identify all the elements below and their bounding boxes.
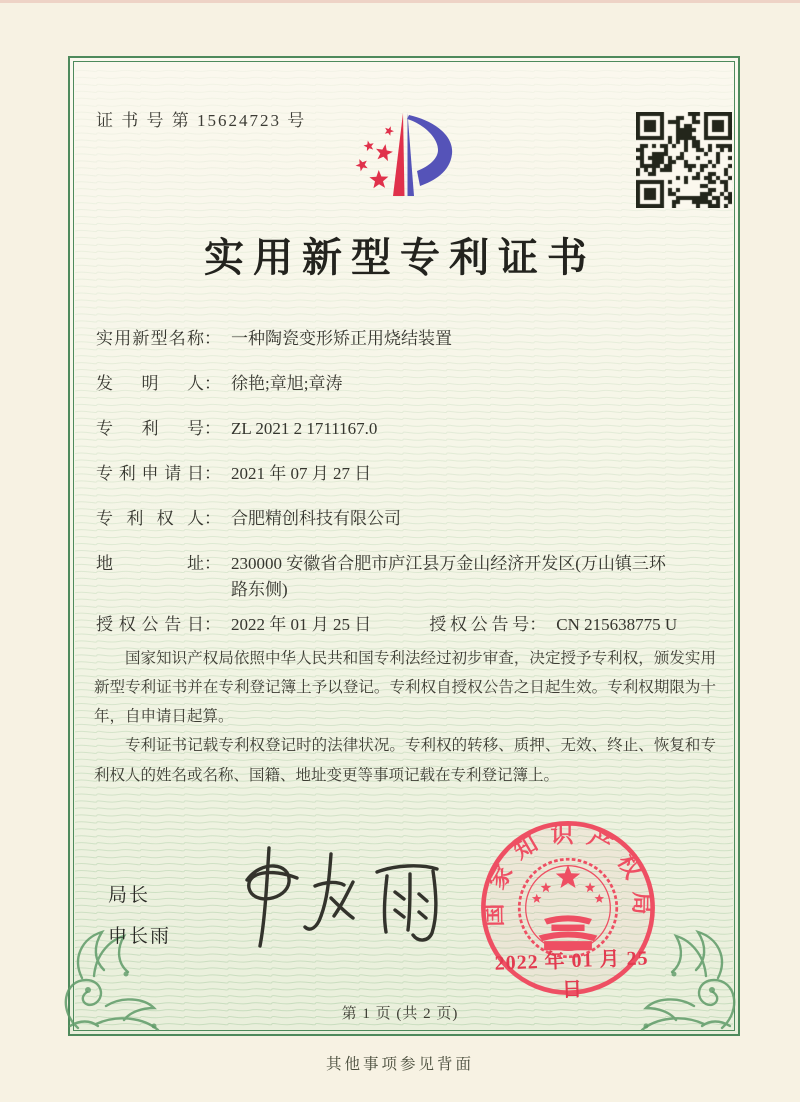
grant-number-label: 授权公告号	[429, 615, 530, 634]
field-colon: ：	[204, 509, 221, 528]
field-label: 专利权人	[96, 509, 204, 528]
grant-row	[96, 612, 696, 638]
page-number: 第 1 页 (共 2 页)	[341, 1006, 459, 1022]
field-value: 合肥精创科技有限公司	[231, 509, 401, 528]
field-row-patentee	[96, 506, 696, 532]
field-value: ZL 2021 2 1711167.0	[231, 419, 378, 438]
seal-date: 2022 年 01 月 25 日	[494, 947, 649, 1002]
grant-date-value: 2022 年 01 月 25 日	[231, 615, 372, 634]
grant-number-value: CN 215638775 U	[556, 615, 678, 634]
field-row-filing-date	[96, 461, 696, 487]
field-row-inventors	[96, 371, 696, 397]
field-value: 一种陶瓷变形矫正用烧结装置	[231, 329, 452, 348]
field-row-name	[96, 326, 696, 352]
field-colon: ：	[204, 554, 221, 573]
field-colon: ：	[204, 329, 221, 348]
seal-text: 国家知识产权局	[481, 821, 655, 927]
director-signature	[205, 840, 465, 960]
field-colon: ：	[204, 374, 221, 393]
certificate-title: 实用新型专利证书	[204, 235, 596, 280]
signer-name: 申长雨	[108, 926, 172, 947]
field-list	[96, 326, 696, 638]
field-value: 徐艳;章旭;章涛	[231, 374, 343, 393]
back-side-note: 其他事项参见背面	[325, 1056, 474, 1073]
field-value: 230000 安徽省合肥市庐江县万金山经济开发区(万山镇三环路东侧)	[231, 554, 666, 599]
logo-blue-p-bowl	[407, 115, 452, 186]
field-colon: ：	[204, 615, 221, 634]
field-colon: ：	[204, 419, 221, 438]
field-value: 2021 年 07 月 27 日	[231, 464, 372, 483]
field-label: 地址	[96, 554, 204, 573]
field-label: 实用新型名称	[96, 329, 204, 348]
qr-code	[636, 112, 732, 208]
field-row-address	[96, 551, 696, 603]
legal-paragraph-2: 专利证书记载专利权登记时的法律状况。专利权的转移、质押、无效、终止、恢复和专利权人的姓名或名称、国籍、地址变更等事项记载在专利登记簿上。	[94, 737, 716, 784]
field-colon: ：	[204, 464, 221, 483]
field-label: 发明人	[96, 374, 204, 393]
legal-text	[94, 644, 716, 790]
logo-blue-wedge	[408, 113, 415, 196]
field-row-patent-number	[96, 416, 696, 442]
cnipa-logo	[334, 108, 484, 218]
grant-date-label: 授权公告日	[96, 615, 204, 634]
certificate-number: 证 书 号 第 15624723 号	[96, 111, 307, 130]
signer-block	[108, 880, 171, 962]
legal-paragraph-1: 国家知识产权局依照中华人民共和国专利法经过初步审查，决定授予专利权，颁发实用新型专利证书并在专利登记簿上予以登记。专利权自授权公告之日起生效。专利权期限为十年，自申请日起算。	[94, 650, 716, 726]
logo-red-wedge	[393, 113, 405, 196]
field-colon: ：	[529, 615, 547, 634]
field-label: 专利申请日	[96, 464, 204, 483]
signer-title: 局长	[108, 885, 151, 906]
field-label: 专利号	[96, 419, 204, 438]
